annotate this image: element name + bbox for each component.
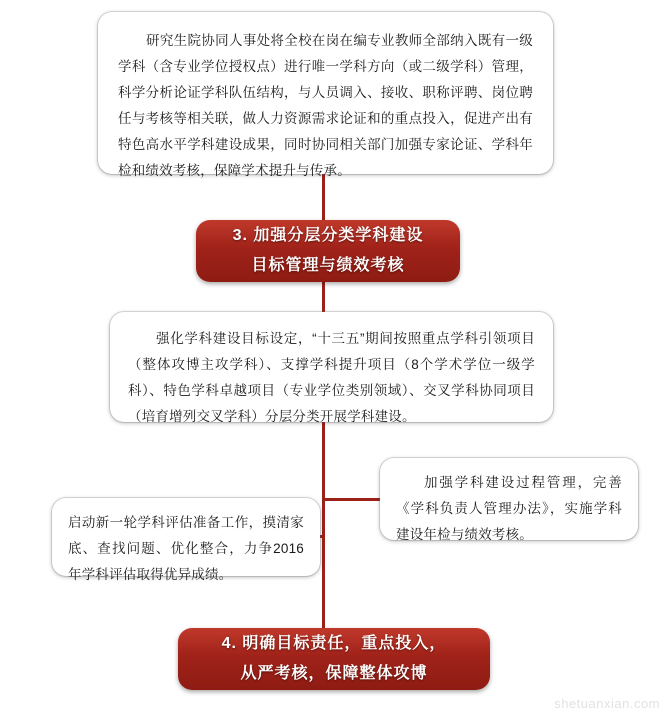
connector-branch-horizontal [322,498,380,501]
banner-item-3[interactable] [196,220,460,282]
card-process-management-text: 加强学科建设过程管理，完善《学科负责人管理办法》，实施学科建设年检与绩效考核。 [396,475,622,542]
connector-card2-to-branch [322,422,325,550]
card-top-graduate-school-text: 研究生院协同人事处将全校在岗在编专业教师全部纳入既有一级学科（含专业学位授权点）进行唯一学科方向（或二级学科）管理，科学分析论证学科队伍结构，与人员调入、接收、职称评聘、岗位聘任与考核等相关联，做人力资源需求论证和的重点投入，促进产出有特色高水平学科建设成果，同时协同相关部门加强专家论证、学科年检和绩效考核，保障学术提升与传承。 [118,33,533,178]
card-discipline-goal-setting [110,312,553,422]
card-top-graduate-school [98,12,553,178]
connector-banner3-to-card2 [322,282,325,312]
card-evaluation-preparation-text: 启动新一轮学科评估准备工作，摸清家底、查找问题、优化整合，力争2016年学科评估取得优异成绩。 [68,515,304,582]
connector-branch-to-banner4 [322,548,325,628]
card-process-management [380,458,638,540]
banner-item-3-line-2: 目标管理与绩效考核 [251,257,405,274]
banner-item-3-line-1: 3. 加强分层分类学科建设 [232,227,424,244]
watermark: shetuanxian.com [554,696,660,711]
banner-item-4[interactable] [178,628,490,690]
banner-item-4-line-1: 4. 明确目标责任，重点投入， [221,635,447,652]
card-evaluation-preparation [52,498,320,582]
banner-item-4-line-2: 从严考核，保障整体攻博 [240,665,428,682]
card-discipline-goal-setting-text: 强化学科建设目标设定，“十三五”期间按照重点学科引领项目（整体攻博主攻学科）、支撑学科提升项目（8个学术学位一级学科）、特色学科卓越项目（专业学位类别领域）、交叉学科协同项目（培育增列交叉学科）分层分类开展学科建设。 [128,331,535,424]
